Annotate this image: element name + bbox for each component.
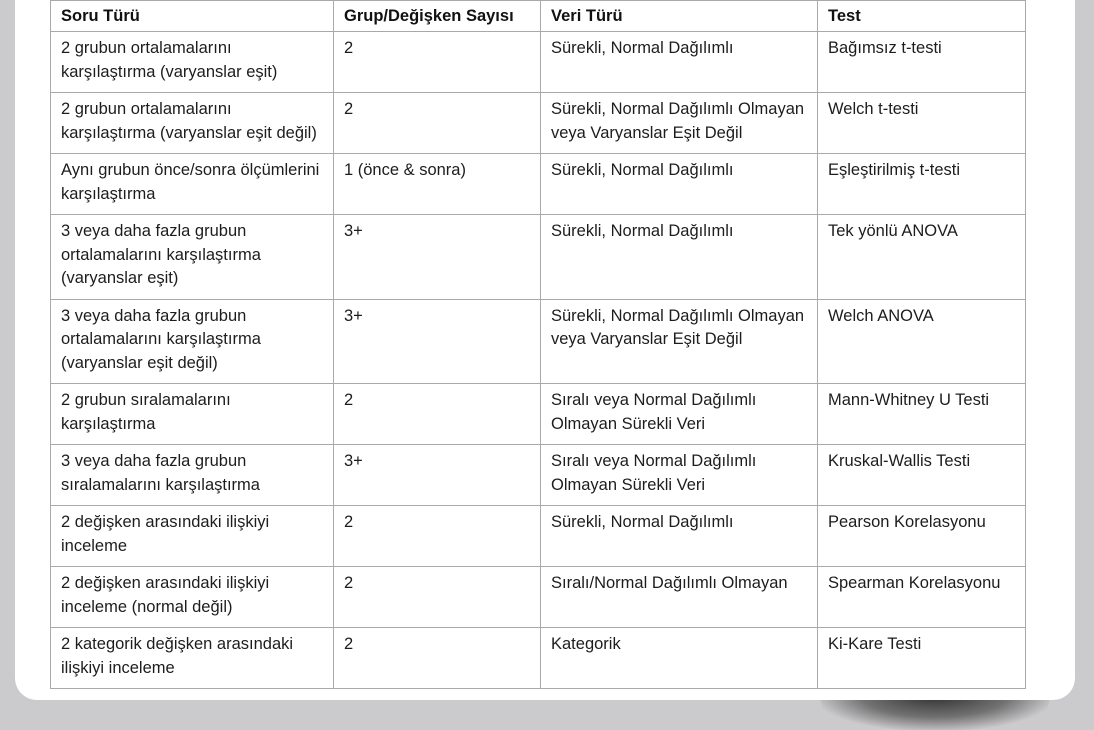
cell-veri-turu: Sürekli, Normal Dağılımlı [541, 506, 818, 567]
cell-soru-turu: 3 veya daha fazla grubun ortalamalarını karşılaştırma (varyanslar eşit) [51, 215, 334, 300]
cell-soru-turu: 2 değişken arasındaki ilişkiyi inceleme (normal değil) [51, 567, 334, 628]
cell-test: Kruskal-Wallis Testi [818, 445, 1026, 506]
cell-test: Tek yönlü ANOVA [818, 215, 1026, 300]
table-row [51, 93, 1026, 154]
statistical-tests-table [50, 0, 1026, 689]
table-row [51, 628, 1026, 689]
table-row [51, 32, 1026, 93]
cell-grup-sayisi: 3+ [334, 299, 541, 384]
cell-soru-turu: 2 grubun sıralamalarını karşılaştırma [51, 384, 334, 445]
cell-test: Spearman Korelasyonu [818, 567, 1026, 628]
cell-grup-sayisi: 3+ [334, 215, 541, 300]
header-soru-turu: Soru Türü [51, 1, 334, 32]
cell-test: Welch t-testi [818, 93, 1026, 154]
cell-test: Bağımsız t-testi [818, 32, 1026, 93]
cell-veri-turu: Sürekli, Normal Dağılımlı [541, 215, 818, 300]
table-row [51, 299, 1026, 384]
cell-grup-sayisi: 1 (önce & sonra) [334, 154, 541, 215]
table-row [51, 506, 1026, 567]
header-test: Test [818, 1, 1026, 32]
cell-grup-sayisi: 2 [334, 32, 541, 93]
table-row [51, 567, 1026, 628]
cell-test: Eşleştirilmiş t-testi [818, 154, 1026, 215]
cell-grup-sayisi: 3+ [334, 445, 541, 506]
cell-grup-sayisi: 2 [334, 384, 541, 445]
cell-test: Mann-Whitney U Testi [818, 384, 1026, 445]
cell-soru-turu: 3 veya daha fazla grubun sıralamalarını karşılaştırma [51, 445, 334, 506]
cell-grup-sayisi: 2 [334, 506, 541, 567]
cell-soru-turu: 3 veya daha fazla grubun ortalamalarını karşılaştırma (varyanslar eşit değil) [51, 299, 334, 384]
header-grup-degisken-sayisi: Grup/Değişken Sayısı [334, 1, 541, 32]
cell-soru-turu: Aynı grubun önce/sonra ölçümlerini karşılaştırma [51, 154, 334, 215]
header-veri-turu: Veri Türü [541, 1, 818, 32]
cell-grup-sayisi: 2 [334, 628, 541, 689]
cell-veri-turu: Sıralı veya Normal Dağılımlı Olmayan Sürekli Veri [541, 445, 818, 506]
cell-veri-turu: Sürekli, Normal Dağılımlı Olmayan veya Varyanslar Eşit Değil [541, 299, 818, 384]
cell-veri-turu: Kategorik [541, 628, 818, 689]
table-row [51, 445, 1026, 506]
cell-test: Ki-Kare Testi [818, 628, 1026, 689]
cell-veri-turu: Sıralı veya Normal Dağılımlı Olmayan Sürekli Veri [541, 384, 818, 445]
cell-soru-turu: 2 grubun ortalamalarını karşılaştırma (varyanslar eşit) [51, 32, 334, 93]
cell-test: Pearson Korelasyonu [818, 506, 1026, 567]
table-row [51, 154, 1026, 215]
cell-soru-turu: 2 grubun ortalamalarını karşılaştırma (varyanslar eşit değil) [51, 93, 334, 154]
cell-grup-sayisi: 2 [334, 93, 541, 154]
table-row [51, 215, 1026, 300]
cell-soru-turu: 2 değişken arasındaki ilişkiyi inceleme [51, 506, 334, 567]
cell-veri-turu: Sürekli, Normal Dağılımlı Olmayan veya Varyanslar Eşit Değil [541, 93, 818, 154]
cell-test: Welch ANOVA [818, 299, 1026, 384]
cell-veri-turu: Sürekli, Normal Dağılımlı [541, 32, 818, 93]
cell-veri-turu: Sıralı/Normal Dağılımlı Olmayan [541, 567, 818, 628]
table-row [51, 384, 1026, 445]
cell-grup-sayisi: 2 [334, 567, 541, 628]
cell-veri-turu: Sürekli, Normal Dağılımlı [541, 154, 818, 215]
document-card [15, 0, 1075, 700]
table-header-row [51, 1, 1026, 32]
cell-soru-turu: 2 kategorik değişken arasındaki ilişkiyi inceleme [51, 628, 334, 689]
